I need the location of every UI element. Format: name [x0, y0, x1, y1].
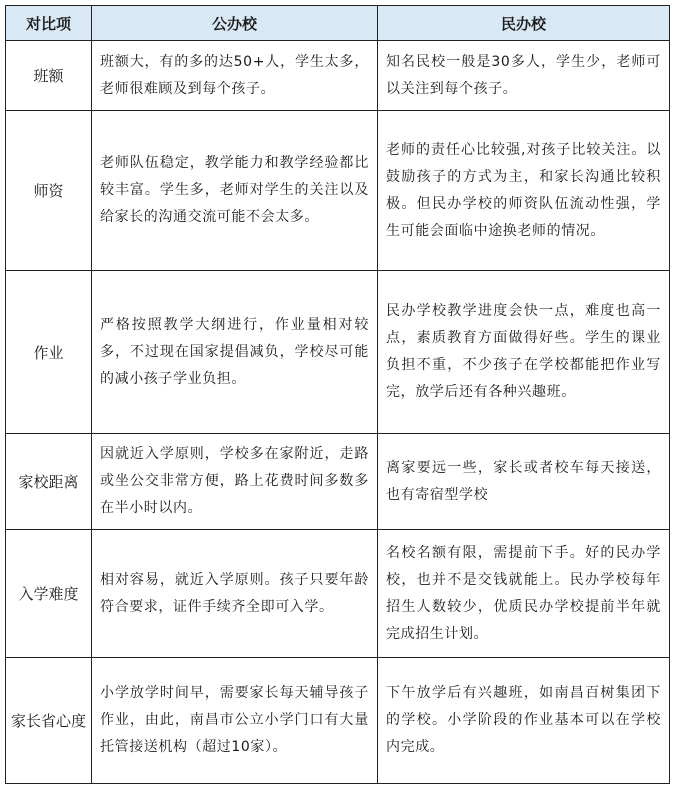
- private-cell: 下午放学后有兴趣班，如南昌百树集团下的学校。小学阶段的作业基本可以在学校内完成。: [378, 658, 670, 784]
- private-cell: 名校名额有限，需提前下手。好的民办学校，也并不是交钱就能上。民办学校每年招生人数较少，优质民办学校提前半年就完成招生计划。: [378, 530, 670, 658]
- row-label: 班额: [6, 41, 92, 111]
- header-row: [6, 6, 670, 41]
- row-label: 入学难度: [6, 530, 92, 658]
- row-label: 家长省心度: [6, 658, 92, 784]
- private-cell: 老师的责任心比较强,对孩子比较关注。以鼓励孩子的方式为主，和家长沟通比较积极。但民办学校的师资队伍流动性强，学生可能会面临中途换老师的情况。: [378, 111, 670, 271]
- private-cell: 民办学校教学进度会快一点，难度也高一点，素质教育方面做得好些。学生的课业负担不重，不少孩子在学校都能把作业写完，放学后还有各种兴趣班。: [378, 271, 670, 434]
- private-cell: 离家要远一些，家长或者校车每天接送，也有寄宿型学校: [378, 434, 670, 530]
- table-row: [6, 434, 670, 530]
- header-private-school: 民办校: [378, 6, 670, 41]
- row-label: 家校距离: [6, 434, 92, 530]
- public-cell: 严格按照教学大纲进行，作业量相对较多，不过现在国家提倡减负，学校尽可能的减小孩子学业负担。: [92, 271, 378, 434]
- table-row: [6, 41, 670, 111]
- public-cell: 小学放学时间早，需要家长每天辅导孩子作业，由此，南昌市公立小学门口有大量托管接送机构（超过10家）。: [92, 658, 378, 784]
- table-row: [6, 658, 670, 784]
- public-cell: 老师队伍稳定，教学能力和教学经验都比较丰富。学生多，老师对学生的关注以及给家长的沟通交流可能不会太多。: [92, 111, 378, 271]
- row-label: 师资: [6, 111, 92, 271]
- public-cell: 班额大，有的多的达50+人，学生太多，老师很难顾及到每个孩子。: [92, 41, 378, 111]
- header-public-school: 公办校: [92, 6, 378, 41]
- private-cell: 知名民校一般是30多人，学生少，老师可以关注到每个孩子。: [378, 41, 670, 111]
- header-item: 对比项: [6, 6, 92, 41]
- public-cell: 相对容易，就近入学原则。孩子只要年龄符合要求，证件手续齐全即可入学。: [92, 530, 378, 658]
- table-row: [6, 530, 670, 658]
- public-cell: 因就近入学原则，学校多在家附近，走路或坐公交非常方便，路上花费时间多数多在半小时以内。: [92, 434, 378, 530]
- table-row: [6, 271, 670, 434]
- comparison-table-container: [5, 5, 669, 784]
- comparison-table: [5, 5, 670, 784]
- table-row: [6, 111, 670, 271]
- row-label: 作业: [6, 271, 92, 434]
